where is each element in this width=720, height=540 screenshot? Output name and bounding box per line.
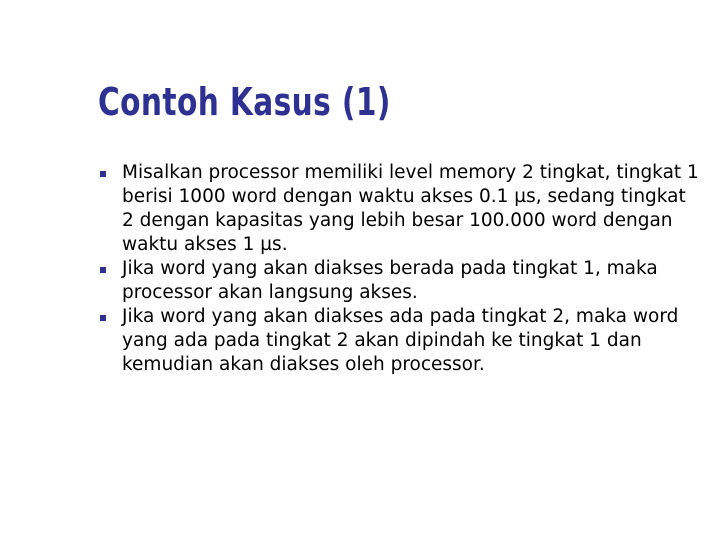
bullet-list [100, 161, 700, 377]
bullet-text: Jika word yang akan diakses ada pada tingkat 2, maka word yang ada pada tingkat 2 akan dipindah ke tingkat 1 dan kemudian akan diakses oleh processor. [122, 306, 679, 375]
bullet-text: Misalkan processor memiliki level memory 2 tingkat, tingkat 1 berisi 1000 word dengan waktu akses 0.1 µs, sedang tingkat 2 dengan kapasitas yang lebih besar 100.000 word dengan waktu akses 1 µs. [122, 162, 699, 255]
square-bullet-icon [100, 315, 106, 321]
bullet-text: Jika word yang akan diakses berada pada tingkat 1, maka processor akan langsung akses. [122, 258, 658, 303]
bullet-item [100, 257, 700, 305]
slide-title: Contoh Kasus (1) [98, 80, 391, 124]
bullet-item [100, 161, 700, 257]
bullet-item [100, 305, 700, 377]
square-bullet-icon [100, 171, 106, 177]
square-bullet-icon [100, 267, 106, 273]
